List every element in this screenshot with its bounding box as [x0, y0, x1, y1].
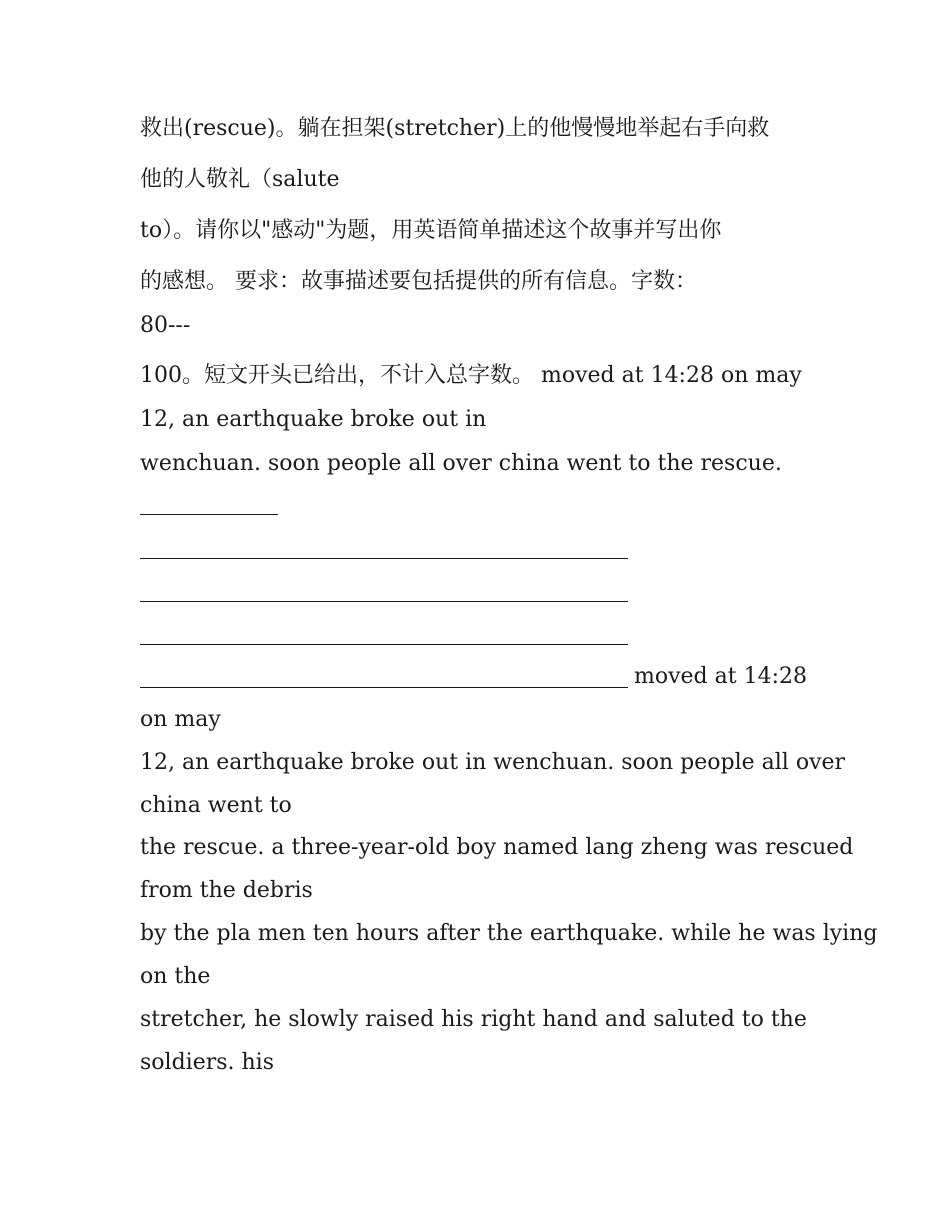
answer-blank-short [140, 514, 278, 515]
text-line: on may [140, 707, 221, 732]
text-line: 的感想。 要求：故事描述要包括提供的所有信息。字数： [140, 269, 697, 294]
text-line: 他的人敬礼（salute [140, 167, 340, 192]
text-line: on the [140, 964, 211, 989]
answer-blank-line [140, 558, 628, 559]
text-line: moved at 14:28 [634, 664, 807, 689]
answer-blank-line [140, 601, 628, 602]
text-line: 80--- [140, 313, 191, 338]
answer-blank-line [140, 644, 628, 645]
text-line: to）。请你以"感动"为题，用英语简单描述这个故事并写出你 [140, 218, 722, 243]
answer-blank-line [140, 687, 628, 688]
text-line: china went to [140, 793, 292, 818]
text-line: 救出(rescue)。躺在担架(stretcher)上的他慢慢地举起右手向救 [140, 116, 770, 141]
text-line: 12, an earthquake broke out in wenchuan. soon people all over [140, 750, 846, 775]
text-line: by the pla men ten hours after the earthquake. while he was lying [140, 921, 878, 946]
text-line: 12, an earthquake broke out in [140, 407, 487, 432]
text-line: the rescue. a three-year-old boy named lang zheng was rescued [140, 835, 854, 860]
text-line: wenchuan. soon people all over china went to the rescue. [140, 451, 782, 476]
text-line: stretcher, he slowly raised his right hand and saluted to the [140, 1007, 807, 1032]
text-line: from the debris [140, 878, 313, 903]
text-line: 100。短文开头已给出，不计入总字数。 moved at 14:28 on may [140, 363, 802, 388]
text-line: soldiers. his [140, 1050, 274, 1075]
